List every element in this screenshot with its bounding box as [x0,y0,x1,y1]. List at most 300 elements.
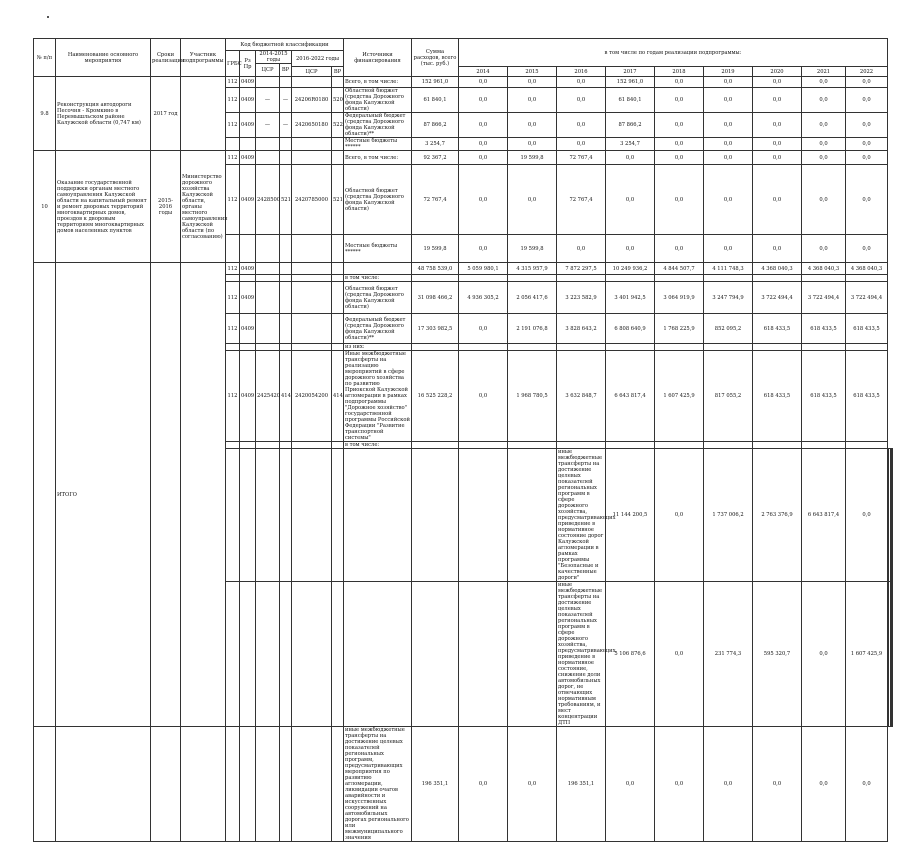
vr-cell [332,275,344,282]
year-value-cell: 0,0 [802,235,846,263]
year-value-cell: 0,0 [655,449,704,582]
year-value-cell: 0,0 [704,165,753,235]
grbs-cell: 112 [226,151,240,165]
csr-cell: — [256,88,280,113]
csr-cell [256,263,280,275]
csr-cell: 24206R0180 [292,88,332,113]
year-value-cell: 618 433,5 [802,351,846,442]
sum-cell: 72 767,4 [412,165,459,235]
year-value-cell: 618 433,5 [846,314,888,344]
year-value-cell: 1 737 006,2 [704,449,753,582]
year-value-cell [753,275,802,282]
vr-cell [332,282,344,314]
grbs-cell [226,344,240,351]
measure-period: 2015-2016 годы [151,151,181,263]
year-value-cell: 0,0 [557,88,606,113]
year-value-cell: 0,0 [606,727,655,842]
year-value-cell: 4 368 040,3 [753,263,802,275]
csr-cell [292,314,332,344]
csr-cell [292,344,332,351]
year-value-cell: 6 643 817,4 [802,449,846,582]
year-value-cell: 196 351,1 [557,727,606,842]
measure-participant: Министерство дорожного хозяйства Калужской области, органы местного самоуправления Калужской области (по согласованию) [181,151,226,263]
vr-cell [508,449,557,582]
csr-cell [344,582,412,727]
year-value-cell: 0,0 [459,235,508,263]
year-value-cell: 3 401 942,5 [606,282,655,314]
year-value-cell: 2 191 076,8 [508,314,557,344]
csr-cell: 2420054200 [292,351,332,442]
year-value-cell: 0,0 [459,727,508,842]
measure-period [151,263,181,727]
csr-cell: — [256,113,280,138]
vr-cell [332,138,344,151]
year-value-cell: 0,0 [846,165,888,235]
year-value-cell: 4 368 040,3 [802,263,846,275]
year-value-cell: 0,0 [704,235,753,263]
col-kbk: Код бюджетной классификации [226,39,344,51]
year-value-cell: 618 433,5 [753,351,802,442]
year-2018: 2018 [655,67,704,77]
year-value-cell: 0,0 [459,351,508,442]
year-value-cell: 4 936 305,2 [459,282,508,314]
year-value-cell: 0,0 [846,88,888,113]
year-value-cell: 87 866,2 [606,113,655,138]
csr-cell [459,582,508,727]
grbs-cell [226,235,240,263]
year-value-cell: 0,0 [508,165,557,235]
year-value-cell: 4 844 507,7 [655,263,704,275]
sum-cell: 87 866,2 [412,113,459,138]
col-years-2016-2022: 2016-2022 годы [292,51,344,67]
year-value-cell: 3 223 582,9 [557,282,606,314]
measure-name: Оказание государственной поддержки органам местного самоуправления Калужской области на капитальный ремонт и ремонт дворовых территорий многоквартирных домов, проездов к дворовым территориям многоквартирных домов населенных пунктов [56,151,151,263]
source-cell: Всего, в том числе: [344,151,412,165]
source-cell: иные межбюджетные трансферты на достижение целевых показателей региональных программ в сфере дорожного хозяйства, предусматривающих приведение в нормативное состояние дорог Калужской агломерации в рамках программы "Безопасные и качественные дороги" [558,449,616,581]
rzpr-cell [332,582,344,727]
vr-cell [332,314,344,344]
year-value-cell: 0,0 [655,113,704,138]
year-value-cell: 0,0 [459,88,508,113]
year-value-cell [508,275,557,282]
year-value-cell: 0,0 [459,165,508,235]
year-value-cell: 0,0 [704,77,753,88]
year-value-cell: 0,0 [802,88,846,113]
year-value-cell: 0,0 [753,113,802,138]
grbs-cell: 112 [226,77,240,88]
grbs-cell [226,442,240,449]
year-value-cell: 0,0 [753,151,802,165]
year-value-cell: 0,0 [606,235,655,263]
table-row [34,151,893,165]
measure-name [240,582,256,727]
year-value-cell: 0,0 [655,165,704,235]
grbs-cell: 112 [226,165,240,235]
grbs-cell [226,138,240,151]
year-value-cell: 0,0 [753,88,802,113]
year-value-cell: 0,0 [557,235,606,263]
scan-speck [47,16,49,18]
rzpr-cell: 0409 [240,77,256,88]
csr-cell [256,442,280,449]
year-value-cell: 0,0 [802,113,846,138]
year-value-cell: 19 599,8 [508,151,557,165]
year-value-cell: 3 247 794,9 [704,282,753,314]
rzpr-cell [332,449,344,582]
grbs-cell: 112 [226,351,240,442]
vr-cell [280,151,292,165]
vr-cell [280,138,292,151]
csr-cell [292,442,332,449]
year-value-cell: 0,0 [459,113,508,138]
year-value-cell: 3 254,7 [606,138,655,151]
year-value-cell: 10 249 936,2 [606,263,655,275]
year-value-cell: 0,0 [606,151,655,165]
source-cell: Местные бюджеты ****** [344,235,412,263]
vr-cell: 414 [280,351,292,442]
year-value-cell: 0,0 [753,165,802,235]
year-value-cell [704,344,753,351]
source-cell: Всего, в том числе: [344,77,412,88]
vr-cell [280,442,292,449]
col-by-years: в том числе по годам реализации подпрограммы: [459,39,888,67]
year-value-cell: 0,0 [846,138,888,151]
csr-cell [292,727,332,842]
measure-period [151,727,181,842]
measure-participant [280,582,292,727]
year-value-cell [846,275,888,282]
year-value-cell [846,344,888,351]
rzpr-cell [240,442,256,449]
csr-cell [292,235,332,263]
year-value-cell: 0,0 [459,314,508,344]
year-value-cell: 0,0 [655,88,704,113]
measure-period: 2017 год [151,77,181,151]
year-value-cell: 3 722 494,4 [753,282,802,314]
year-value-cell: 19 599,8 [508,235,557,263]
csr-cell: 2420650180 [292,113,332,138]
grbs-cell [292,449,332,582]
measure-participant [181,727,226,842]
year-value-cell: 0,0 [704,113,753,138]
year-value-cell: 0,0 [459,151,508,165]
col-csr-b: ЦСР [292,67,332,77]
col-vr-b: ВР [332,67,344,77]
col-sum: Сумма расходов, всего (тыс. руб.) [412,39,459,77]
csr-cell [292,263,332,275]
csr-cell [344,449,412,582]
row-number: 10 [34,151,56,263]
year-value-cell: 4 111 748,3 [704,263,753,275]
rzpr-cell: 0409 [240,314,256,344]
year-value-cell [508,442,557,449]
year-value-cell: 0,0 [655,151,704,165]
col-participant: Участник подпрограммы [181,39,226,77]
vr-cell: — [280,88,292,113]
year-value-cell: 618 433,5 [802,314,846,344]
year-2021: 2021 [802,67,846,77]
csr-cell [256,151,280,165]
year-value-cell: 0,0 [802,165,846,235]
source-cell [344,263,412,275]
measure-participant [181,77,226,151]
rzpr-cell [240,235,256,263]
year-value-cell: 2 763 376,9 [753,449,802,582]
grbs-cell: 112 [226,263,240,275]
year-value-cell: 72 767,4 [557,151,606,165]
year-value-cell: 0,0 [704,138,753,151]
year-value-cell [802,442,846,449]
year-value-cell: 595 320,7 [753,582,802,727]
sum-cell: 196 351,1 [412,727,459,842]
year-value-cell: 0,0 [846,449,888,582]
source-cell: в том числе: [344,442,412,449]
sum-cell: 19 599,8 [412,235,459,263]
vr-cell [280,344,292,351]
vr-cell [280,77,292,88]
year-value-cell [557,344,606,351]
vr-cell [508,582,557,727]
sum-cell [412,275,459,282]
sum-cell: 3 254,7 [412,138,459,151]
grbs-cell: 112 [226,88,240,113]
year-value-cell: 0,0 [655,77,704,88]
sum-cell: 16 525 228,2 [412,351,459,442]
row-number: 9.8 [34,77,56,151]
rzpr-cell: 0409 [240,113,256,138]
rzpr-cell: 0409 [240,263,256,275]
source-cell: Иные межбюджетные трансферты на реализацию мероприятий в сфере дорожного хозяйства по развитию Приокской Калужской агломерации в рамках подпрограммы "Дорожное хозяйство" государственной программы Российской Федерации "Развитие транспортной системы" [345,351,410,441]
year-value-cell [846,442,888,449]
csr-cell [292,138,332,151]
year-value-cell [753,442,802,449]
vr-cell [332,263,344,275]
col-rzpr: Рз Пр [240,51,256,77]
year-value-cell: 1 768 225,9 [655,314,704,344]
year-value-cell: 0,0 [459,77,508,88]
measure-name [240,449,256,582]
measure-period [256,582,280,727]
rzpr-cell: 0409 [240,351,256,442]
csr-cell: 2420785000 [292,165,332,235]
vr-cell: 521 [332,165,344,235]
vr-cell [412,582,459,727]
year-value-cell: 2 056 417,6 [508,282,557,314]
year-value-cell: 0,0 [557,113,606,138]
year-value-cell: 0,0 [802,582,846,727]
source-cell: иные межбюджетные трансферты на достижение целевых показателей региональных программ в сфере дорожного хозяйства, предусматривающих приведение в нормативное состояние, снижение доли автомобильных дорог, не отвечающих нормативным требованиям, и мест концентрации ДТП [558,582,616,726]
total-label: ИТОГО [56,263,151,727]
year-value-cell [655,344,704,351]
year-2015: 2015 [508,67,557,77]
source-cell: иные межбюджетные трансферты на достижение целевых показателей региональных программ, предусматривающих мероприятия по развитию агломерации, ликвидации очагов аварийности и искусственных сооружений на автомобильных дорогах регионального или межмуниципального значения [344,727,412,842]
source-cell: Областной бюджет (средства Дорожного фонда Калужской области) [344,282,412,314]
year-value-cell: 0,0 [508,88,557,113]
measure-name: Реконструкция автодороги Песочня - Кромкино в Перемышльском районе Калужской области (0,747 км) [56,77,151,151]
table-row [34,77,893,88]
year-value-cell: 6 808 640,9 [606,314,655,344]
year-value-cell: 231 774,3 [704,582,753,727]
year-value-cell: 0,0 [846,727,888,842]
year-value-cell [891,582,892,727]
year-value-cell: 61 840,1 [606,88,655,113]
vr-cell [280,235,292,263]
grbs-cell: 112 [226,282,240,314]
source-cell: Федеральный бюджет (средства Дорожного фонда Калужской области)** [344,113,412,138]
year-value-cell: 0,0 [655,727,704,842]
sum-cell: 152 961,0 [412,77,459,88]
rzpr-cell: 0409 [240,88,256,113]
vr-cell [332,727,344,842]
csr-cell [256,344,280,351]
vr-cell [280,282,292,314]
measure-participant [280,449,292,582]
csr-cell [256,314,280,344]
year-value-cell: 6 643 817,4 [606,351,655,442]
year-value-cell: 1 607 425,9 [655,351,704,442]
col-source: Источники финансирования [344,39,412,77]
year-value-cell: 0,0 [846,235,888,263]
vr-cell [332,442,344,449]
year-2022: 2022 [846,67,888,77]
grbs-cell: 112 [226,314,240,344]
year-value-cell: 0,0 [704,151,753,165]
row-number [226,582,240,727]
col-vr-a: ВР [280,64,292,77]
measure-name [56,727,151,842]
year-value-cell: 7 872 297,5 [557,263,606,275]
year-value-cell: 152 961,0 [606,77,655,88]
vr-cell [280,263,292,275]
rzpr-cell: 0409 [240,165,256,235]
rzpr-cell [240,344,256,351]
sum-cell: 31 098 466,2 [412,282,459,314]
measure-participant [181,263,226,727]
year-value-cell [459,442,508,449]
year-value-cell [802,344,846,351]
year-value-cell: 3 828 643,2 [557,314,606,344]
year-2020: 2020 [753,67,802,77]
grbs-cell [292,582,332,727]
vr-cell: 414 [332,351,344,442]
vr-cell [280,275,292,282]
year-value-cell [606,344,655,351]
csr-cell [459,449,508,582]
vr-cell [332,344,344,351]
year-value-cell: 0,0 [655,138,704,151]
year-value-cell: 3 064 919,9 [655,282,704,314]
year-value-cell: 0,0 [802,138,846,151]
measure-period [256,449,280,582]
year-2017: 2017 [606,67,655,77]
year-value-cell [606,442,655,449]
source-cell: Местные бюджеты ****** [344,138,412,151]
table-row [34,727,893,842]
year-value-cell: 72 767,4 [557,165,606,235]
year-2014: 2014 [459,67,508,77]
grbs-cell: 112 [226,113,240,138]
year-value-cell: 0,0 [704,727,753,842]
csr-cell [256,138,280,151]
sum-cell: 48 758 539,0 [412,263,459,275]
csr-cell [256,235,280,263]
source-cell: в том числе: [344,275,412,282]
year-value-cell: 0,0 [802,727,846,842]
year-value-cell: 3 722 494,4 [802,282,846,314]
source-cell: Федеральный бюджет (средства Дорожного фонда Калужской области)** [344,314,412,344]
year-value-cell [655,442,704,449]
year-value-cell: 0,0 [802,77,846,88]
sum-cell: 92 367,2 [412,151,459,165]
year-value-cell: 1 607 425,9 [846,582,888,727]
year-value-cell: 0,0 [753,138,802,151]
rzpr-cell [240,138,256,151]
csr-cell [292,282,332,314]
year-value-cell: 0,0 [655,235,704,263]
year-value-cell [655,275,704,282]
sum-cell: 61 840,1 [412,88,459,113]
sum-cell: 11 144 200,5 [606,449,655,582]
vr-cell: 521 [280,165,292,235]
row-number [34,263,56,727]
csr-cell [292,77,332,88]
vr-cell: — [280,113,292,138]
rzpr-cell [240,727,256,842]
vr-cell [280,314,292,344]
year-value-cell: 0,0 [846,77,888,88]
year-value-cell: 0,0 [508,77,557,88]
year-value-cell [557,442,606,449]
year-value-cell: 4 368 040,3 [846,263,888,275]
year-value-cell [753,344,802,351]
grbs-cell [226,727,240,842]
rzpr-cell: 0409 [240,151,256,165]
row-number [226,449,240,582]
vr-cell [332,151,344,165]
csr-cell [256,275,280,282]
total-row [34,263,893,275]
grbs-cell [226,275,240,282]
source-cell: из них: [344,344,412,351]
year-value-cell: 3 632 848,7 [557,351,606,442]
csr-cell [256,282,280,314]
year-value-cell: 0,0 [655,582,704,727]
year-2019: 2019 [704,67,753,77]
csr-cell [256,727,280,842]
col-csr-a: ЦСР [256,64,280,77]
csr-cell [256,77,280,88]
year-value-cell: 0,0 [753,77,802,88]
vr-cell: 520 [332,88,344,113]
year-value-cell [557,275,606,282]
sum-cell [412,442,459,449]
year-value-cell: 0,0 [508,138,557,151]
year-value-cell [891,449,892,582]
year-value-cell [459,344,508,351]
year-value-cell: 817 055,2 [704,351,753,442]
year-value-cell [508,344,557,351]
col-name: Наименование основного мероприятия [56,39,151,77]
csr-cell [292,275,332,282]
row-number [34,727,56,842]
year-value-cell: 0,0 [802,151,846,165]
vr-cell [280,727,292,842]
year-value-cell [606,275,655,282]
year-value-cell: 0,0 [606,165,655,235]
year-value-cell: 618 433,5 [753,314,802,344]
rzpr-cell [240,275,256,282]
sum-cell [412,344,459,351]
